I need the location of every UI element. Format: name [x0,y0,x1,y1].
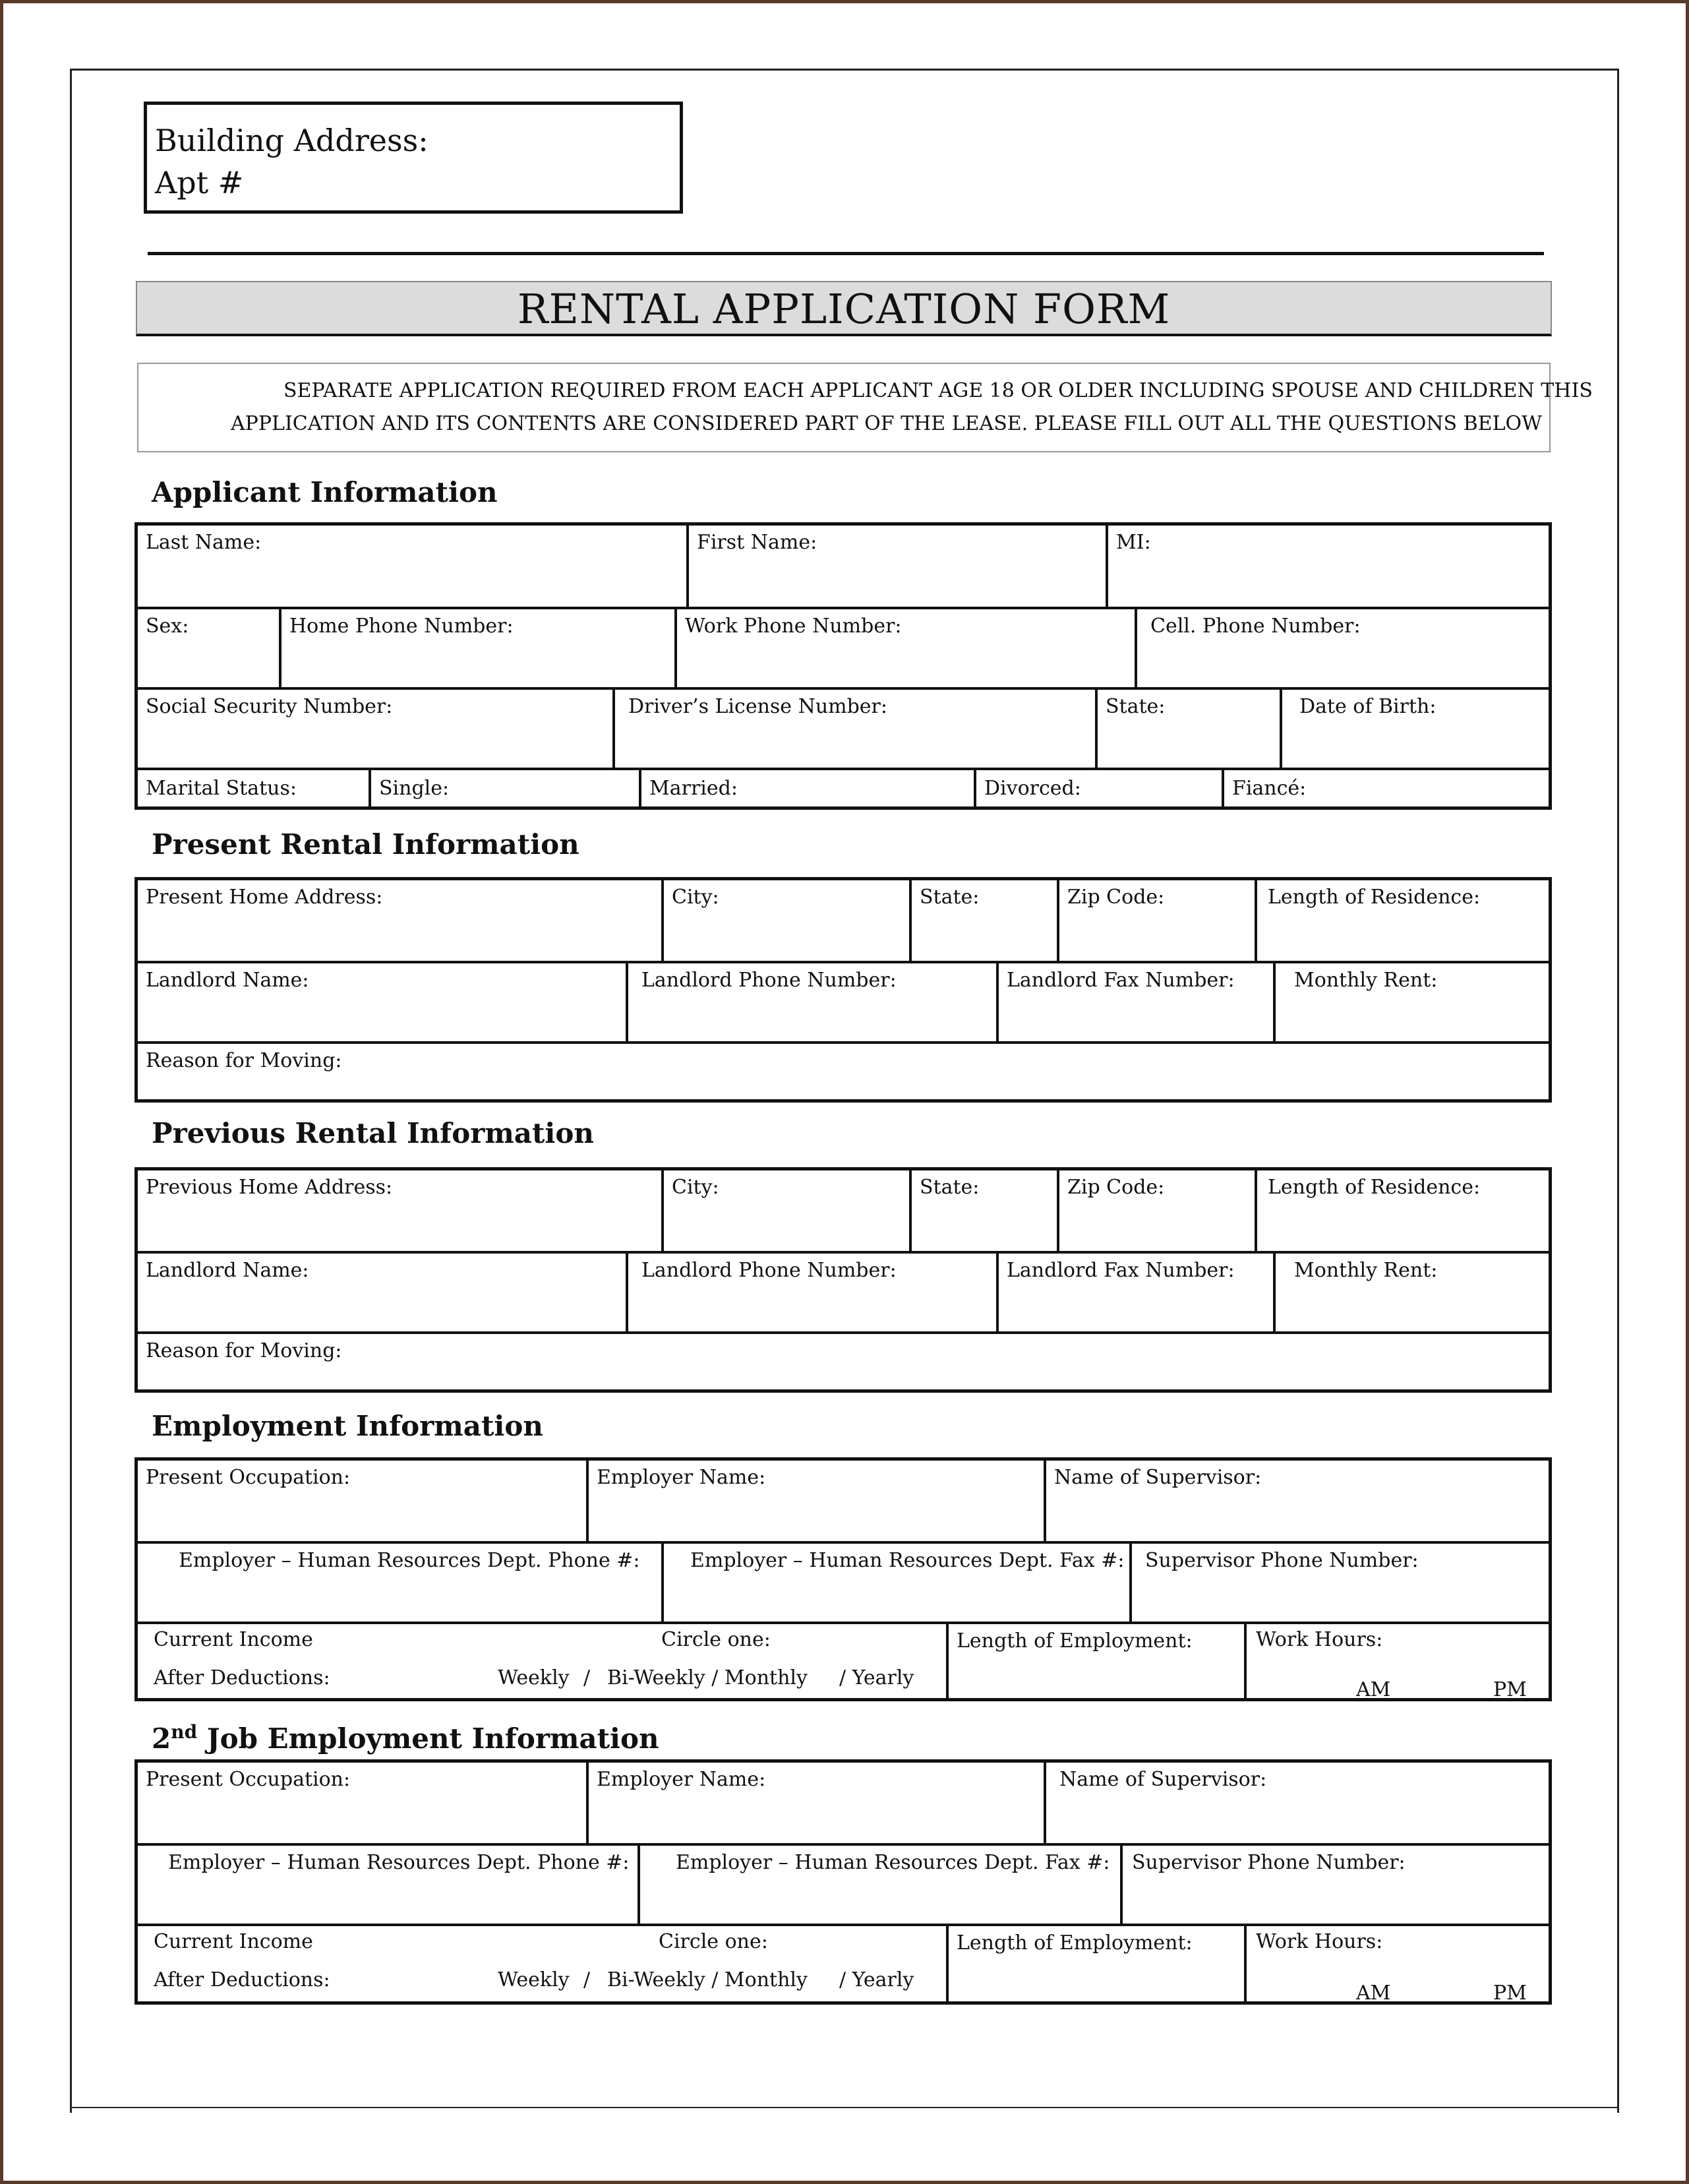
occupation-field[interactable] [138,1461,586,1541]
present-reason-label: Reason for Moving: [146,1049,342,1072]
employment-section-title: Employment Information [152,1410,543,1442]
fiance-option[interactable] [1222,770,1549,806]
income2-field[interactable] [138,1926,946,2001]
notice-line-2: APPLICATION AND ITS CONTENTS ARE CONSIDERED PART OF THE LEASE. PLEASE FILL OUT ALL THE QUESTIONS BELOW [231,412,1542,435]
present-length-field[interactable] [1255,880,1549,961]
previous-landlord-fax-label: Landlord Fax Number: [1007,1259,1235,1282]
am-label: AM [1356,1678,1391,1701]
hr-phone2-field[interactable] [138,1846,637,1924]
dob-field[interactable] [1280,690,1549,768]
pm-label: PM [1493,1678,1527,1701]
previous-landlord-fax-field[interactable] [996,1254,1273,1331]
previous-row-2 [138,1251,1549,1331]
hr-fax-field[interactable] [661,1544,1129,1622]
slash-separator: / [583,1666,591,1689]
work-hours2-field[interactable] [1244,1926,1549,2005]
previous-city-field[interactable] [661,1170,909,1251]
previous-landlord-name-field[interactable] [138,1254,626,1331]
length-employment-label: Length of Employment: [957,1629,1193,1653]
present-zip-label: Zip Code: [1067,886,1165,909]
divorced-label: Divorced: [984,777,1081,800]
cell-phone-field[interactable] [1135,609,1549,687]
supervisor-phone2-field[interactable] [1120,1846,1549,1924]
previous-address-field[interactable] [138,1170,661,1251]
present-length-label: Length of Residence: [1268,886,1481,909]
previous-row-1 [138,1170,1549,1251]
present-address-label: Present Home Address: [146,886,383,909]
hr-phone-label: Employer – Human Resources Dept. Phone #: [179,1549,640,1572]
employment2-row-1 [138,1763,1549,1843]
divorced-option[interactable] [974,770,1222,806]
yearly-option[interactable]: / Yearly [839,1666,914,1689]
employer-name2-label: Employer Name: [597,1768,766,1791]
present-row-3 [138,1041,1549,1099]
occupation-label: Present Occupation: [146,1466,351,1489]
present-city-field[interactable] [661,880,909,961]
supervisor-phone2-label: Supervisor Phone Number: [1132,1851,1406,1874]
state-field[interactable] [1095,690,1280,768]
cell-phone-label: Cell. Phone Number: [1150,615,1361,638]
employment2-title-text: Job Employment Information [197,1722,659,1755]
last-name-label: Last Name: [146,531,262,554]
length-employment-field[interactable] [946,1624,1244,1698]
work-phone-field[interactable] [674,609,1135,687]
header-divider [148,252,1544,255]
hr-fax2-label: Employer – Human Resources Dept. Fax #: [676,1851,1110,1874]
present-address-field[interactable] [138,880,661,961]
previous-zip-field[interactable] [1057,1170,1255,1251]
home-phone-label: Home Phone Number: [289,615,514,638]
present-monthly-rent-label: Monthly Rent: [1294,969,1438,992]
previous-address-label: Previous Home Address: [146,1176,393,1199]
am2-label: AM [1356,1982,1391,2005]
length-employment2-field[interactable] [946,1926,1244,2001]
notice-box [137,363,1593,452]
employment-row-1 [138,1461,1549,1541]
slash2-separator: / [583,1968,591,1991]
ssn-label: Social Security Number: [146,695,393,718]
present-rental-section-title: Present Rental Information [152,828,579,861]
fiance-label: Fiancé: [1232,777,1307,800]
previous-landlord-name-label: Landlord Name: [146,1259,309,1282]
building-address-label: Building Address: [155,123,429,158]
single-label: Single: [379,777,450,800]
applicant-row-1 [138,526,1549,607]
previous-length-field[interactable] [1255,1170,1549,1251]
applicant-row-3 [138,687,1549,768]
hr-phone-field[interactable] [138,1544,661,1622]
income-field[interactable] [138,1624,946,1698]
applicant-row-4 [138,768,1549,806]
occupation2-field[interactable] [138,1763,586,1843]
present-landlord-phone-label: Landlord Phone Number: [641,969,897,992]
marital-status-field [138,770,369,806]
employer-name-label: Employer Name: [597,1466,766,1489]
previous-row-3 [138,1331,1549,1389]
present-zip-field[interactable] [1057,880,1255,961]
supervisor2-field[interactable] [1044,1763,1549,1843]
work-phone-label: Work Phone Number: [685,615,902,638]
previous-reason-label: Reason for Moving: [146,1339,342,1362]
work-hours-label: Work Hours: [1256,1628,1383,1651]
employment-grid [134,1457,1552,1701]
previous-monthly-rent-field[interactable] [1273,1254,1549,1331]
employment-row-3 [138,1622,1549,1701]
employer-name2-field[interactable] [586,1763,1044,1843]
married-label: Married: [649,777,738,800]
present-city-label: City: [672,886,719,909]
present-landlord-fax-field[interactable] [996,963,1273,1041]
previous-rental-grid [134,1167,1552,1393]
ssn-field[interactable] [138,690,612,768]
previous-reason-field[interactable] [138,1334,1549,1389]
circle-one2-label: Circle one: [659,1930,768,1953]
previous-state-label: State: [920,1176,980,1199]
present-reason-field[interactable] [138,1044,1549,1099]
supervisor-field[interactable] [1044,1461,1549,1541]
previous-city-label: City: [672,1176,719,1199]
employment-row-2 [138,1541,1549,1622]
previous-rental-section-title: Previous Rental Information [152,1117,594,1149]
hr-fax-label: Employer – Human Resources Dept. Fax #: [690,1549,1125,1572]
yearly2-option[interactable]: / Yearly [839,1968,914,1991]
employment2-title-suffix: nd [171,1721,198,1743]
after-deductions2-label: After Deductions: [154,1968,330,1991]
weekly2-option[interactable]: Weekly [498,1968,570,1991]
home-phone-field[interactable] [279,609,674,687]
employment2-title-number: 2 [152,1722,171,1755]
hr-phone2-label: Employer – Human Resources Dept. Phone #: [168,1851,630,1874]
married-option[interactable] [639,770,974,806]
previous-landlord-phone-label: Landlord Phone Number: [641,1259,897,1282]
sex-label: Sex: [146,615,189,638]
current-income-label: Current Income [154,1628,313,1651]
drivers-license-label: Driver’s License Number: [628,695,888,718]
dob-label: Date of Birth: [1299,695,1437,718]
mi-label: MI: [1116,531,1151,554]
present-state-label: State: [920,886,980,909]
supervisor-phone-label: Supervisor Phone Number: [1145,1549,1419,1572]
sex-field[interactable] [138,609,279,687]
first-name-field[interactable] [686,526,1106,607]
after-deductions-label: After Deductions: [154,1666,330,1689]
present-state-field[interactable] [909,880,1057,961]
page-bottom-line [70,2107,1619,2108]
mi-field[interactable] [1106,526,1549,607]
work-hours-field[interactable] [1244,1624,1549,1701]
drivers-license-field[interactable] [612,690,1095,768]
supervisor-label: Name of Supervisor: [1054,1466,1262,1489]
previous-zip-label: Zip Code: [1067,1176,1165,1199]
biweekly-monthly-option[interactable]: Bi-Weekly / Monthly [607,1666,808,1689]
last-name-field[interactable] [138,526,686,607]
employment2-section-title [152,1721,659,1755]
employment2-row-2 [138,1843,1549,1924]
biweekly-monthly2-option[interactable]: Bi-Weekly / Monthly [607,1968,808,1991]
present-landlord-name-label: Landlord Name: [146,969,309,992]
weekly-option[interactable]: Weekly [498,1666,570,1689]
previous-length-label: Length of Residence: [1268,1176,1481,1199]
applicant-row-2 [138,607,1549,687]
circle-one-label: Circle one: [661,1628,771,1651]
employment2-grid [134,1759,1552,2005]
present-landlord-name-field[interactable] [138,963,626,1041]
first-name-label: First Name: [697,531,817,554]
present-row-1 [138,880,1549,961]
employer-name-field[interactable] [586,1461,1044,1541]
previous-monthly-rent-label: Monthly Rent: [1294,1259,1438,1282]
occupation2-label: Present Occupation: [146,1768,351,1791]
supervisor2-label: Name of Supervisor: [1059,1768,1267,1791]
form-title: RENTAL APPLICATION FORM [136,281,1552,336]
state-label: State: [1106,695,1166,718]
pm2-label: PM [1493,1982,1527,2005]
applicant-section-title: Applicant Information [152,476,498,508]
apt-label: Apt # [155,165,244,200]
building-address-box[interactable] [144,102,683,214]
applicant-grid [134,522,1552,810]
present-landlord-phone-field[interactable] [626,963,996,1041]
supervisor-phone-field[interactable] [1129,1544,1549,1622]
single-option[interactable] [369,770,639,806]
marital-status-label: Marital Status: [146,777,297,800]
length-employment2-label: Length of Employment: [957,1931,1193,1955]
hr-fax2-field[interactable] [637,1846,1120,1924]
work-hours2-label: Work Hours: [1256,1930,1383,1953]
previous-landlord-phone-field[interactable] [626,1254,996,1331]
present-row-2 [138,961,1549,1041]
notice-line-1: SEPARATE APPLICATION REQUIRED FROM EACH APPLICANT AGE 18 OR OLDER INCLUDING SPOUSE AND CHILDREN THIS [283,379,1593,402]
previous-state-field[interactable] [909,1170,1057,1251]
present-rental-grid [134,877,1552,1103]
current-income2-label: Current Income [154,1930,313,1953]
present-monthly-rent-field[interactable] [1273,963,1549,1041]
employment2-row-3 [138,1924,1549,2005]
present-landlord-fax-label: Landlord Fax Number: [1007,969,1235,992]
